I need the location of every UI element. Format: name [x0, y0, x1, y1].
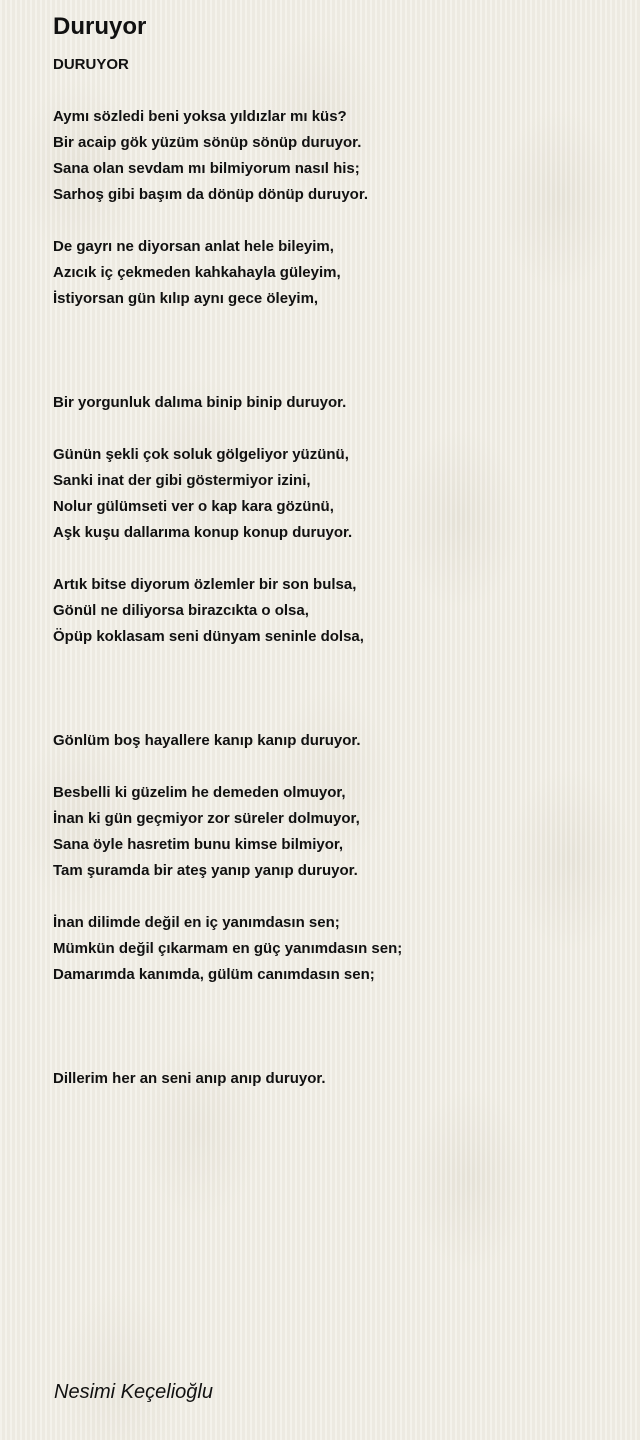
poem-line: De gayrı ne diyorsan anlat hele bileyim,: [53, 238, 334, 255]
poem-line: Günün şekli çok soluk gölgeliyor yüzünü,: [53, 446, 349, 463]
stanza-break: [53, 546, 613, 572]
poem-line: Sana olan sevdam mı bilmiyorum nasıl his;: [53, 160, 360, 177]
poem-line: Sana öyle hasretim bunu kimse bilmiyor,: [53, 836, 344, 853]
stanza-9: [53, 1066, 613, 1092]
stanza-5: [53, 572, 613, 650]
poem-line: Besbelli ki güzelim he demeden olmuyor,: [53, 784, 346, 801]
poem-line: Damarımda kanımda, gülüm canımdasın sen;: [53, 966, 375, 983]
poem-line: Bir yorgunluk dalıma binip binip duruyor.: [53, 394, 347, 411]
poem-line: Dillerim her an seni anıp anıp duruyor.: [53, 1070, 326, 1087]
stanza-break: [53, 416, 613, 442]
poem-line: Sanki inat der gibi göstermiyor izini,: [53, 472, 311, 489]
poem-body: [53, 52, 613, 1092]
poem-line: Aymı sözledi beni yoksa yıldızlar mı küs?: [53, 108, 347, 125]
poem-line: Nolur gülümseti ver o kap kara gözünü,: [53, 498, 334, 515]
poem-line: İstiyorsan gün kılıp aynı gece öleyim,: [53, 290, 319, 307]
page-title: Duruyor: [53, 13, 147, 40]
poem-header: DURUYOR: [53, 56, 129, 73]
stanza-3: [53, 390, 613, 416]
poem-line: İnan ki gün geçmiyor zor süreler dolmuyor,: [53, 810, 360, 827]
author-name: Nesimi Keçelioğlu: [54, 1381, 213, 1403]
stanza-1: [53, 104, 613, 208]
stanza-break: [53, 78, 613, 104]
stanza-4: [53, 442, 613, 546]
poem-line: Azıcık iç çekmeden kahkahayla güleyim,: [53, 264, 341, 281]
poem-line: Öpüp koklasam seni dünyam seninle dolsa,: [53, 628, 364, 645]
poem-line: Sarhoş gibi başım da dönüp dönüp duruyor.: [53, 186, 369, 203]
stanza-2: [53, 234, 613, 312]
stanza-break: [53, 650, 613, 728]
poem-line: İnan dilimde değil en iç yanımdasın sen;: [53, 914, 340, 931]
poem-line: Gönül ne diliyorsa birazcıkta o olsa,: [53, 602, 309, 619]
stanza-8: [53, 910, 613, 988]
stanza-break: [53, 208, 613, 234]
poem-line: Gönlüm boş hayallere kanıp kanıp duruyor.: [53, 732, 361, 749]
poem-line: Tam şuramda bir ateş yanıp yanıp duruyor.: [53, 862, 358, 879]
poem-line: Artık bitse diyorum özlemler bir son bulsa,: [53, 576, 357, 593]
stanza-6: [53, 728, 613, 754]
stanza-break: [53, 988, 613, 1066]
stanza-break: [53, 312, 613, 390]
poem-line: Bir acaip gök yüzüm sönüp sönüp duruyor.: [53, 134, 362, 151]
stanza-7: [53, 780, 613, 884]
poem-line: Aşk kuşu dallarıma konup konup duruyor.: [53, 524, 353, 541]
poem-line: Mümkün değil çıkarmam en güç yanımdasın sen;: [53, 940, 403, 957]
stanza-break: [53, 754, 613, 780]
stanza-break: [53, 884, 613, 910]
